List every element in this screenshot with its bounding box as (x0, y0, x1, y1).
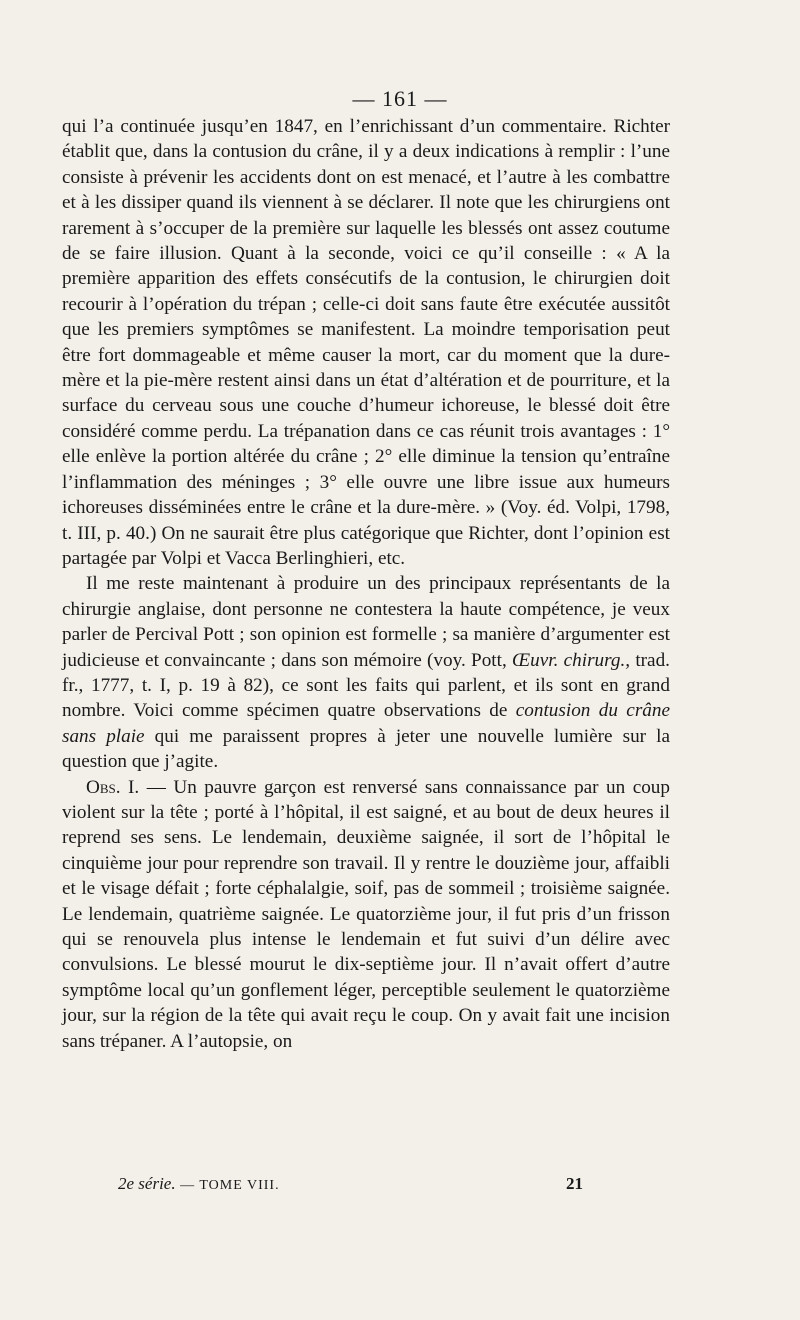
paragraph-pott-citation: Œuvr. chirurg., (512, 649, 631, 671)
paragraph-observation-1 (62, 775, 670, 1054)
page-number: — 161 — (352, 86, 448, 111)
paragraph-pott-pre: Il me reste maintenant à produire un des principaux représentants de la chirurgie anglaise, dont personne ne contestera la haute compétence, je veux parler de Percival Pott ; son opinion est formelle ; sa manière d’argumenter est judicieuse et convaincante ; dans son mémoire (voy. Pott, (62, 573, 670, 671)
footer (0, 1174, 800, 1202)
paragraph-pott-mid: trad. fr., 1777, t. I, p. 19 à 82), ce sont les faits qui parlent, et ils sont en grand nombre. Voici comme spécimen quatre observations de (62, 649, 670, 722)
body-text (62, 114, 670, 1054)
signature-mark: 21 (566, 1174, 583, 1193)
tome-label: TOME VIII. (199, 1178, 280, 1193)
observation-text: — Un pauvre garçon est renversé sans connaissance par un coup violent sur la tête ; porté à l’hôpital, il est saigné, et au bout de deux heures il reprend ses sens. Le lendemain, deuxième saignée, il sort de l’hôpital le cinquième jour pour reprendre son travail. Il y rentre le douzième jour, affaibli et le visage défait ; forte céphalalgie, soif, pas de sommeil ; troisième saignée. Le lendemain, quatrième saignée. Le quatorzième jour, il fut pris d’un frisson qui se renouvela plus intense le lendemain et fut suivi d’un délire avec convulsions. Le blessé mourut le dix-septième jour. Il n’avait offert d’autre symptôme local qu’un gonflement léger, perceptible seulement le quatorzième jour, sur la région de la tête qui avait reçu le coup. On y avait fait une incision sans trépaner. A l’autopsie, on (62, 776, 670, 1052)
series-dash: — (175, 1178, 200, 1193)
observation-label: Obs. I. (86, 776, 140, 798)
paragraph-richter: qui l’a continuée jusqu’en 1847, en l’enrichissant d’un commentaire. Richter établit que, dans la contusion du crâne, il y a deux indications à remplir : l’une consiste à prévenir les accidents dont on est menacé, et l’autre à les combattre et à les dissiper quand ils viennent à se déclarer. Il note que les chirurgiens ont rarement à s’occuper de la première sur laquelle les blessés ont assez coutume de se faire illusion. Quant à la seconde, voici ce qu’il conseille : « A la première apparition des effets consécutifs de la contusion, le chirurgien doit recourir à l’opération du trépan ; celle-ci doit sans faute être exécutée aussitôt que les premiers symptômes se manifestent. La moindre temporisation peut être fort dommageable et même causer la mort, car du moment que la dure-mère et la pie-mère restent ainsi dans un état d’altération et de pourriture, et la surface du cerveau sous une couche d’humeur ichoreuse, le blessé doit être considéré comme perdu. La trépanation dans ce cas réunit trois avantages : 1° elle enlève la portion altérée du crâne ; 2° elle diminue la tension qu’entraîne l’inflammation des méninges ; 3° elle ouvre une libre issue aux humeurs ichoreuses disséminées entre le crâne et la dure-mère. » (Voy. éd. Volpi, 1798, t. III, p. 40.) On ne saurait être plus catégorique que Richter, dont l’opinion est partagée par Volpi et Vacca Berlinghieri, etc. (62, 116, 670, 569)
series-label: 2e série. (118, 1174, 176, 1193)
paragraph-pott-post: qui me paraissent propres à jeter une nouvelle lumière sur la question que j’agite. (62, 725, 670, 773)
paragraph-pott-emphasis: contusion du crâne sans plaie (62, 700, 670, 747)
series-signature (118, 1174, 280, 1194)
paragraph-pott (62, 571, 670, 774)
